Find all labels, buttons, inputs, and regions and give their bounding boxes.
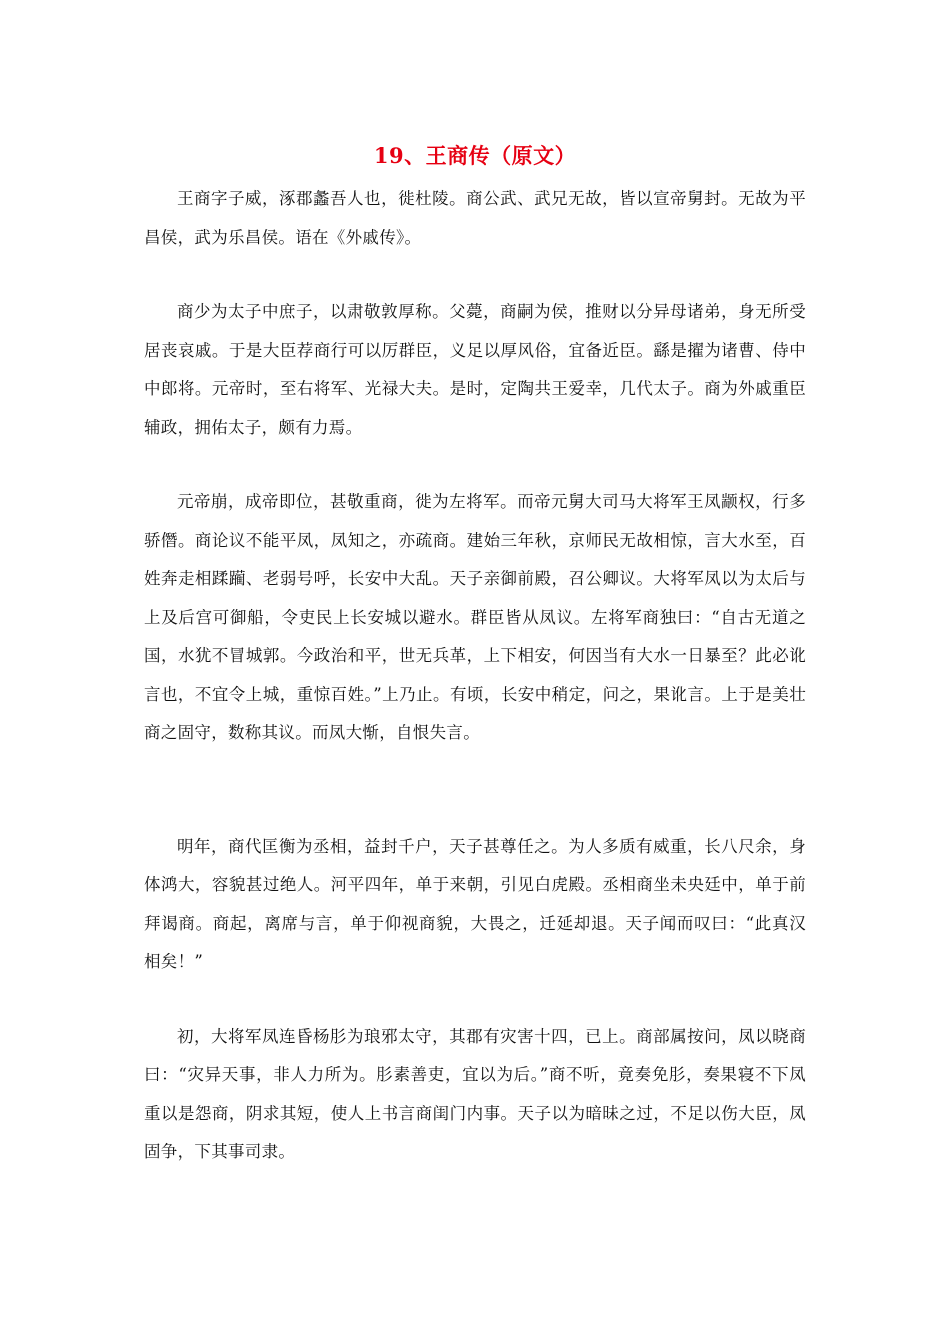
page-title: 19、王商传（原文） [373,143,577,168]
paragraph-4: 明年，商代匡衡为丞相，益封千户，天子甚尊任之。为人多质有威重，长八尺余，身体鸿大，容貌甚过绝人。河平四年，单于来朝，引见白虎殿。丞相商坐未央廷中，单于前拜谒商。商起，离席与言，单于仰视商貌，大畏之，迁延却退。天子闻而叹曰：“此真汉相矣！” [144,836,806,971]
paragraph-2: 商少为太子中庶子，以肃敬敦厚称。父薨，商嗣为侯，推财以分异母诸弟，身无所受居丧哀戚。于是大臣荐商行可以厉群臣，义足以厚风俗，宜备近臣。繇是擢为诸曹、侍中中郎将。元帝时，至右将军、光禄大夫。是时，定陶共王爱幸，几代太子。商为外戚重臣辅政，拥佑太子，颇有力焉。 [144,302,806,437]
paragraph-1: 王商字子威，涿郡蠡吾人也，徙杜陵。商公武、武兄无故，皆以宣帝舅封。无故为平昌侯，武为乐昌侯。语在《外戚传》。 [144,189,806,247]
document-page [144,140,806,1172]
paragraph-5: 初，大将军凤连昏杨肜为琅邪太守，其郡有灾害十四，已上。商部属按问，凤以晓商曰：“灾异天事，非人力所为。肜素善吏，宜以为后。”商不听，竟奏免肜，奏果寝不下凤重以是怨商，阴求其短，使人上书言商闺门内事。天子以为暗昧之过，不足以伤大臣，凤固争，下其事司隶。 [144,1026,806,1161]
paragraph-3: 元帝崩，成帝即位，甚敬重商，徙为左将军。而帝元舅大司马大将军王凤颛权，行多骄僭。商论议不能平凤，凤知之，亦疏商。建始三年秋，京师民无故相惊，言大水至，百姓奔走相蹂躏、老弱号呼，长安中大乱。天子亲御前殿，召公卿议。大将军凤以为太后与上及后宫可御船，令吏民上长安城以避水。群臣皆从凤议。左将军商独曰：“自古无道之国，水犹不冒城郭。今政治和平，世无兵革，上下相安，何因当有大水一日暴至？此必讹言也，不宜令上城，重惊百姓。”上乃止。有顷，长安中稍定，问之，果讹言。上于是美壮商之固守，数称其议。而凤大惭，自恨失言。 [144,492,806,742]
